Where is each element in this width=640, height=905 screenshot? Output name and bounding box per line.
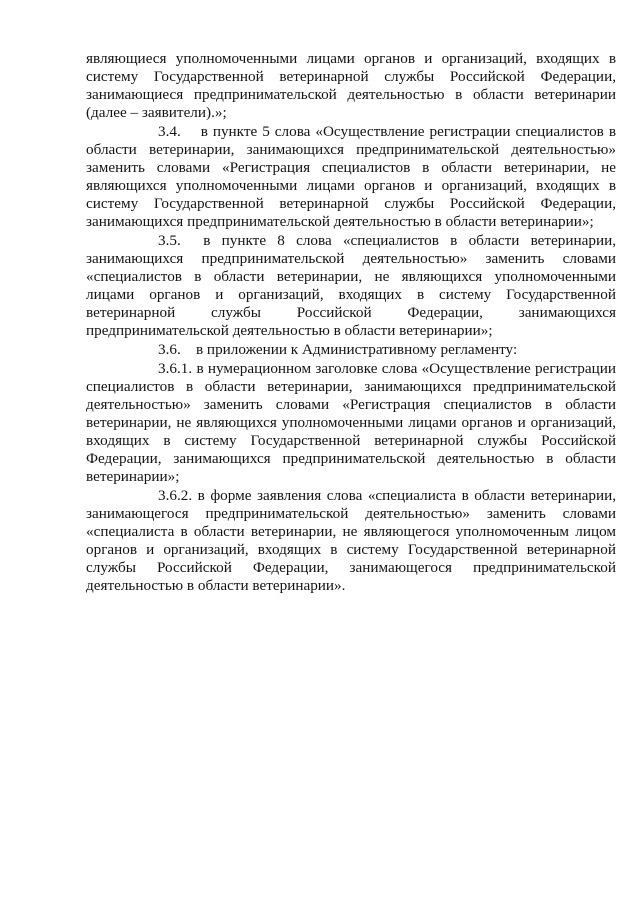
paragraph-text: в пункте 8 слова «специалистов в области ветеринарии, занимающихся предпринимательской деятельностью» заменить словами «специалистов в области ветеринарии, не являющихся уполномоченными лицами органов и организаций, входящих в систему Государственной ветеринарной службы Российской Федерации, занимающихся предпринимательской деятельностью в области ветеринарии»; [86,232,617,339]
paragraph-number: 3.5. [158,232,181,249]
paragraph-number: 3.6.2. [158,487,193,504]
paragraph-3-4 [86,123,616,231]
document-page [86,50,616,596]
paragraph-text: в пункте 5 слова «Осуществление регистрации специалистов в области ветеринарии, занимающихся предпринимательской деятельностью» заменить словами «Регистрация специалистов в области ветеринарии, не являющихся уполномоченными лицами органов и организаций, входящих в систему Государственной ветеринарной службы Российской Федерации, занимающихся предпринимательской деятельностью в области ветеринарии»; [86,123,617,230]
paragraph-3-6 [86,341,616,359]
paragraph-text: являющиеся уполномоченными лицами органов и организаций, входящих в систему Государственной ветеринарной службы Российской Федерации, занимающиеся предпринимательской деятельностью в области ветеринарии (далее – заявители).»; [86,50,616,121]
paragraph-text: в нумерационном заголовке слова «Осуществление регистрации специалистов в области ветеринарии, занимающихся предпринимательской деятельностью» заменить словами «Регистрация специалистов в области ветеринарии, не являющихся уполномоченными лицами органов и организаций, входящих в систему Государственной ветеринарной службы Российской Федерации, занимающихся предпринимательской деятельностью в области ветеринарии»; [86,360,616,485]
paragraph-3-6-1 [86,360,616,486]
paragraph-continuation [86,50,616,122]
paragraph-text: в форме заявления слова «специалиста в области ветеринарии, занимающегося предпринимательской деятельностью» заменить словами «специалиста в области ветеринарии, не являющегося уполномоченным лицом органов и организаций, входящих в систему Государственной ветеринарной службы Российской Федерации, занимающегося предпринимательской деятельностью в области ветеринарии». [86,487,617,594]
paragraph-number: 3.6. [158,341,181,358]
paragraph-3-6-2 [86,487,616,595]
paragraph-text: в приложении к Административному регламенту: [195,341,518,358]
paragraph-number: 3.6.1. [158,360,193,377]
paragraph-3-5 [86,232,616,340]
paragraph-number: 3.4. [158,123,181,140]
